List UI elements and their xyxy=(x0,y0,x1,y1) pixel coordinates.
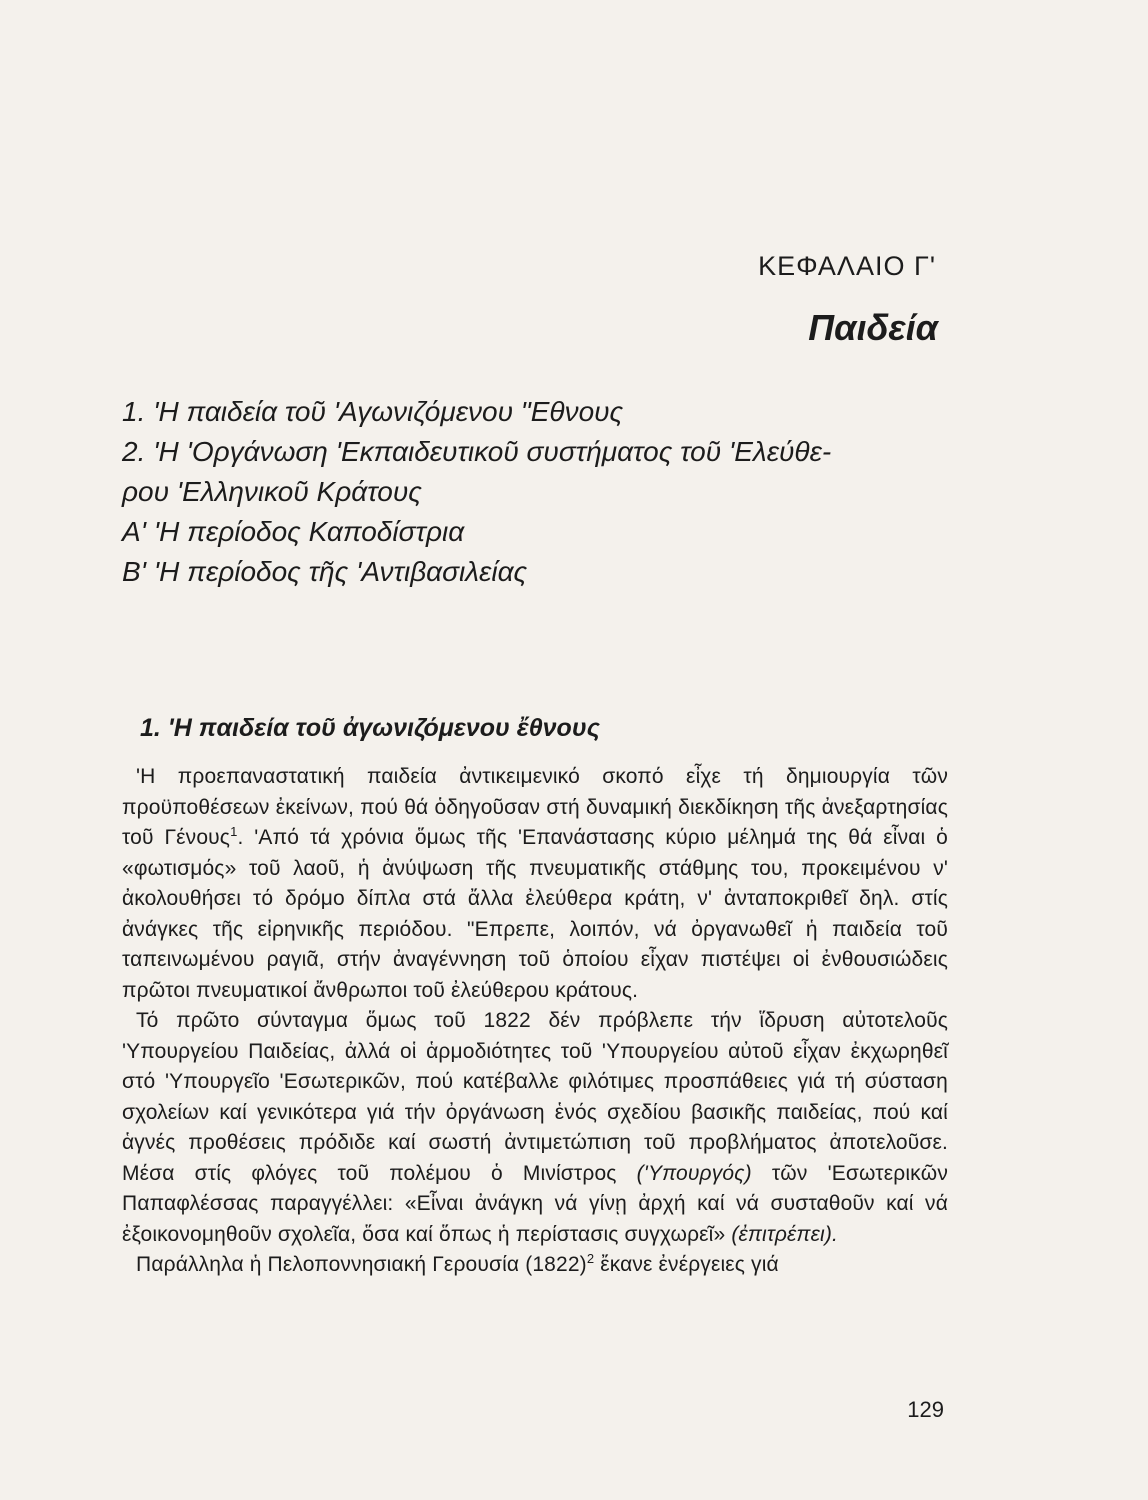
paragraph-1-text-a: 'Η προεπαναστατική παιδεία ἀντικειμενικό σκοπό εἶχε τή δημιουργία τῶν προϋποθέσεων ἐκείνων, πού θά ὁδηγοῦσαν στή δυναμική διεκδίκηση τῆς ἀνεξαρτησίας τοῦ Γένους xyxy=(122,765,948,849)
page-number: 129 xyxy=(907,1397,944,1422)
chapter-title: Παιδεία xyxy=(808,307,938,348)
paragraph-1 xyxy=(122,762,948,1006)
toc-item-1: 1. 'Η παιδεία τοῦ 'Αγωνιζόμενου "Εθνους xyxy=(122,396,624,427)
paragraph-2-text-b: τῶν 'Εσωτερικῶν Παπαφλέσσας παραγγέλλει: «Εἶναι ἀνάγκη νά γίνῃ ἀρχή καί νά συσταθοῦν καί νά ἐξοικονομηθοῦν σχολεῖα, ὅσα καί ὅπως ἡ περίστασις συγχωρεῖ» xyxy=(122,1161,948,1246)
paragraph-3 xyxy=(122,1250,948,1281)
toc-item-2a: Α' 'Η περίοδος Καποδίστρια xyxy=(122,516,465,547)
paragraph-1-text-b: . 'Από τά χρόνια ὅμως τῆς 'Επανάστασης κύριο μέλημά της θά εἶναι ὁ «φωτισμός» τοῦ λαοῦ, ἡ ἀνύψωση τῆς πνευματικῆς στάθμης του, προκειμένου ν' ἀκολουθήσει τό δρόμο δίπλα στά ἄλλα ἐλεύθερα κράτη, ν' ἀνταποκριθεῖ δηλ. στίς ἀνάγκες τῆς εἰρηνικῆς περιόδου. "Επρεπε, λοιπόν, νά ὀργανωθεῖ ἡ παιδεία τοῦ ταπεινωμένου ραγιᾶ, στήν ἀναγέννηση τοῦ ὁποίου εἶχαν πιστέψει οἱ ἐνθουσιώδεις πρῶτοι πνευματικοί ἄνθρωποι τοῦ ἐλεύθερου κράτους. xyxy=(122,826,948,1002)
chapter-label: ΚΕΦΑΛΑΙΟ Γ' xyxy=(758,251,936,281)
section-heading: 1. 'Η παιδεία τοῦ ἀγωνιζόμενου ἔθνους xyxy=(140,714,600,742)
paragraph-3-text-a: Παράλληλα ἡ Πελοποννησιακή Γερουσία (1822) xyxy=(136,1253,587,1276)
footnote-ref-2: 2 xyxy=(586,1251,595,1266)
toc-item-2-line-2: ρου 'Ελληνικοῦ Κράτους xyxy=(122,476,422,507)
paragraph-2 xyxy=(122,1006,948,1250)
toc-item-2-line-1: 2. 'Η 'Οργάνωση 'Εκπαιδευτικοῦ συστήματος τοῦ 'Ελεύθε- xyxy=(122,436,832,467)
paragraph-2-text-a: Τό πρῶτο σύνταγμα ὅμως τοῦ 1822 δέν πρόβλεπε τήν ἵδρυση αὐτοτελοῦς 'Υπουργείου Παιδείας, ἀλλά οἱ ἁρμοδιότητες τοῦ 'Υπουργείου αὐτοῦ εἶχαν ἐκχωρηθεῖ στό 'Υπουργεῖο 'Εσωτερικῶν, πού κατέβαλλε φιλότιμες προσπάθειες γιά τή σύσταση σχολείων καί γενικότερα γιά τήν ὀργάνωση ἑνός σχεδίου βασικῆς παιδείας, πού καί ἁγνές προθέσεις πρόδιδε καί σωστή ἀντιμετώπιση τοῦ προβλήματος ἀποτελοῦσε. Μέσα στίς φλόγες τοῦ πολέμου ὁ Μινίστρος xyxy=(122,1009,948,1185)
paragraph-2-italic-1: ('Υπουργός) xyxy=(636,1161,752,1185)
paragraph-2-italic-2: (ἐπιτρέπει). xyxy=(731,1222,838,1246)
body-text xyxy=(122,762,948,1281)
footnote-ref-1: 1 xyxy=(230,824,238,839)
paragraph-3-text-b: ἔκανε ἐνέργειες γιά xyxy=(594,1253,779,1276)
toc-item-2b: Β' 'Η περίοδος τῆς 'Αντιβασιλείας xyxy=(122,556,528,587)
chapter-contents xyxy=(122,392,952,592)
